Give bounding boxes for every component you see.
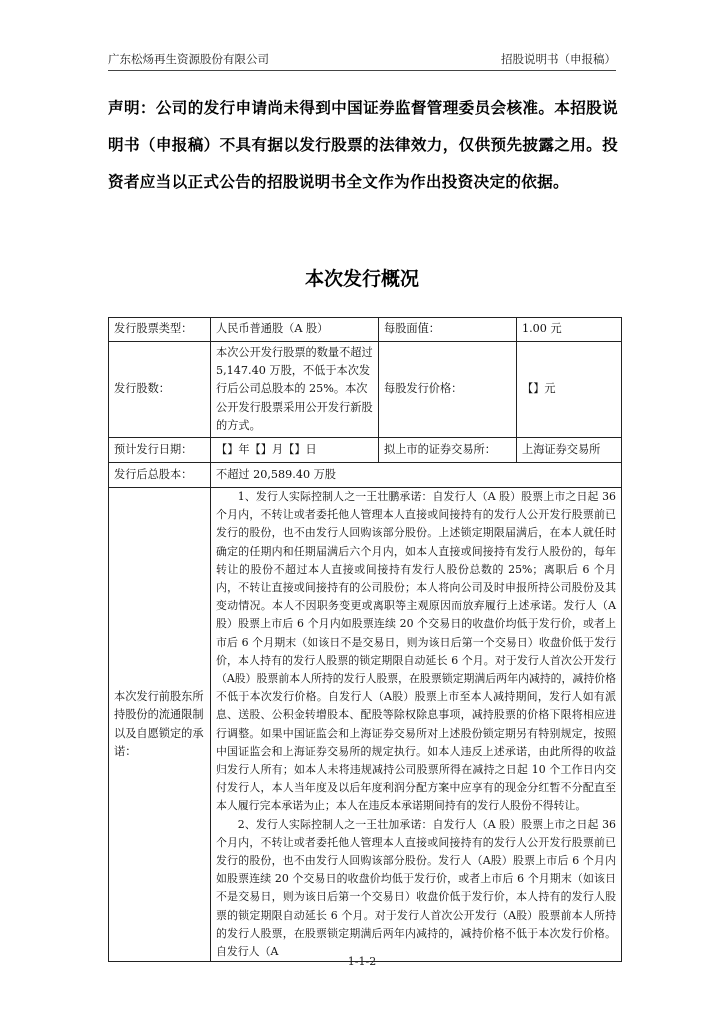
issue-date-value: 【】年【】月【】日 xyxy=(211,438,379,463)
par-value-label: 每股面值： xyxy=(379,318,517,342)
table-row xyxy=(109,438,622,463)
page-number: 1-1-2 xyxy=(347,955,377,968)
page-header xyxy=(108,50,616,70)
table-row xyxy=(109,488,622,962)
lockup-commitment-label: 本次发行前股东所持股份的流通限制以及自愿锁定的承诺： xyxy=(109,488,211,962)
disclaimer-statement: 声明：公司的发行申请尚未得到中国证券监督管理委员会核准。本招股说明书（申报稿）不具有据以发行股票的法律效力，仅供预先披露之用。投资者应当以正式公告的招股说明书全文作为作出投资决定的依据。 xyxy=(108,99,618,191)
table-row xyxy=(109,342,622,438)
commitment-paragraph-1: 1、发行人实际控制人之一王壮鹏承诺：自发行人（A 股）股票上市之日起 36 个月内，不转让或者委托他人管理本人直接或间接持有的发行人公开发行股票前已发行的股份，也不由发行人回购该部分股份。上述锁定期限届满后，在本人就任时确定的任期内和任期届满后六个月内，如本人直接或间接持有发行人股份的，每年转让的股份不超过本人直接或间接持有发行人股份总数的 25%；离职后 6 个月内，不转让直接或间接持有的公司股份；本人将向公司及时申报所持公司股份及其变动情况。本人不因职务变更或离职等主观原因而放弃履行上述承诺。发行人（A股）股票上市后 6 个月内如股票连续 20 个交易日的收盘价均低于发行价，或者上市后 6 个月期末（如该日不是交易日，则为该日后第一个交易日）收盘价低于发行价，本人持有的发行人股票的锁定期限自动延长 6 个月。对于发行人首次公开发行（A股）股票前本人所持的发行人股票，在股票锁定期满后两年内减持的，减持价格不低于本次发行价格。自发行人（A股）股票上市至本人减持期间，发行人如有派息、送股、公积金转增股本、配股等除权除息事项，减持股票的价格下限将相应进行调整。如果中国证监会和上海证券交易所对上述股份锁定期另有特别规定，按照中国证监会和上海证券交易所的规定执行。如本人违反上述承诺，由此所得的收益归发行人所有；如本人未将违规减持公司股票所得在减持之日起 10 个工作日内交付发行人，本人当年度及以后年度利润分配方案中应享有的现金分红暂不分配直至本人履行完本承诺为止；本人在违反本承诺期间持有的发行人股份不得转让。 xyxy=(216,490,616,813)
header-document-name: 招股说明书（申报稿） xyxy=(501,52,616,66)
par-value-value: 1.00 元 xyxy=(517,318,622,342)
lockup-commitment-text xyxy=(211,488,622,962)
total-shares-label: 发行后总股本： xyxy=(109,463,211,488)
header-company-name: 广东松炀再生资源股份有限公司 xyxy=(108,52,269,66)
header-divider xyxy=(108,70,616,71)
issue-price-value: 【】元 xyxy=(517,342,622,438)
commitment-paragraph-2: 2、发行人实际控制人之一王壮加承诺：自发行人（A 股）股票上市之日起 36 个月内，不转让或者委托他人管理本人直接或间接持有的发行人公开发行股票前已发行的股份，也不由发行人回购该部分股份。发行人（A股）股票上市后 6 个月内如股票连续 20 个交易日的收盘价均低于发行价，或者上市后 6 个月期末（如该日不是交易日，则为该日后第一个交易日）收盘价低于发行价，本人持有的发行人股票的锁定期限自动延长 6 个月。对于发行人首次公开发行（A股）股票前本人所持的发行人股票，在股票锁定期满后两年内减持的，减持价格不低于本次发行价格。自发行人（A xyxy=(216,817,616,959)
issue-date-label: 预计发行日期： xyxy=(109,438,211,463)
stock-type-value: 人民币普通股（A 股） xyxy=(211,318,379,342)
stock-type-label: 发行股票类型： xyxy=(109,318,211,342)
offering-overview-table xyxy=(108,317,622,962)
issue-price-label: 每股发行价格： xyxy=(379,342,517,438)
table-row xyxy=(109,463,622,488)
table-row xyxy=(109,318,622,342)
exchange-label: 拟上市的证券交易所： xyxy=(379,438,517,463)
exchange-value: 上海证券交易所 xyxy=(517,438,622,463)
total-shares-value: 不超过 20,589.40 万股 xyxy=(211,463,622,488)
shares-issued-value: 本次公开发行股票的数量不超过 5,147.40 万股，不低于本次发行后公司总股本的 25%。本次公开发行股票采用公开发行新股的方式。 xyxy=(211,342,379,438)
shares-issued-label: 发行股数： xyxy=(109,342,211,438)
section-title: 本次发行概况 xyxy=(304,268,419,290)
